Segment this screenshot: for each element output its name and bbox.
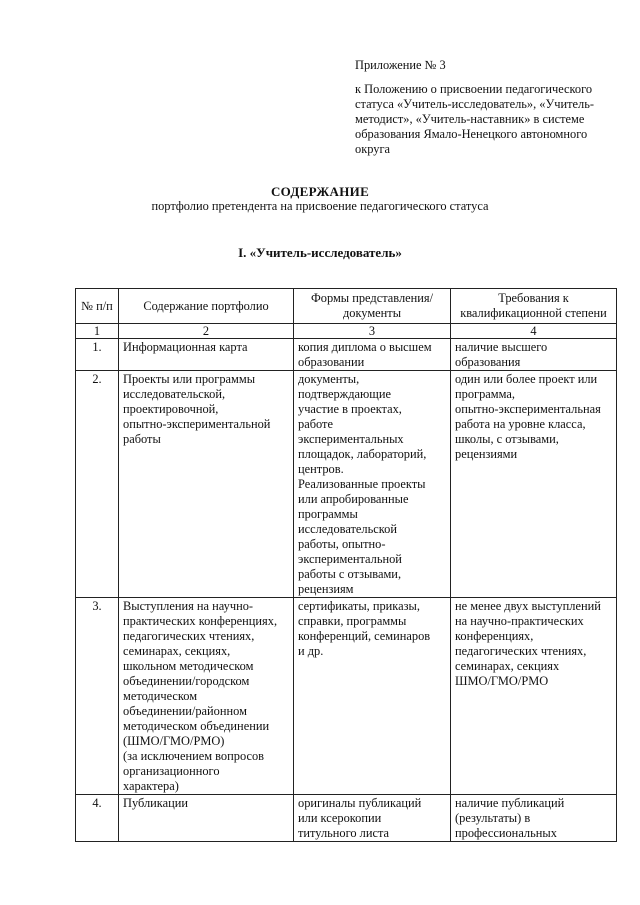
row-requirements: не менее двух выступлений на научно-практических конференциях, педагогических чтениях, семинарах, секциях ШМО/ГМО/РМО xyxy=(451,598,617,795)
annex-title: Приложение № 3 xyxy=(355,58,446,72)
row-forms: сертификаты, приказы, справки, программы конференций, семинаров и др. xyxy=(294,598,451,795)
row-content: Информационная карта xyxy=(119,339,294,371)
table-row xyxy=(76,598,617,795)
row-number: 1. xyxy=(76,339,119,371)
header-requirements: Требования к квалификационной степени xyxy=(451,289,617,324)
table-row xyxy=(76,339,617,371)
row-requirements: наличие публикаций (результаты) в профессиональных xyxy=(451,795,617,842)
column-number-row xyxy=(76,324,617,339)
table-row xyxy=(76,371,617,598)
row-requirements: наличие высшего образования xyxy=(451,339,617,371)
document-heading xyxy=(0,184,640,214)
row-content: Проекты или программы исследовательской, проектировочной, опытно-экспериментальной работы xyxy=(119,371,294,598)
row-number: 4. xyxy=(76,795,119,842)
annex-block xyxy=(355,58,625,157)
row-requirements: один или более проект или программа, опытно-экспериментальная работа на уровне класса, школы, с отзывами, рецензиями xyxy=(451,371,617,598)
row-number: 3. xyxy=(76,598,119,795)
row-number: 2. xyxy=(76,371,119,598)
table-header-row xyxy=(76,289,617,324)
column-number: 2 xyxy=(119,324,294,339)
annex-text: к Положению о присвоении педагогического статуса «Учитель-исследователь», «Учитель- методист», «Учитель-наставник» в системе образования Ямало-Ненецкого автономного округа xyxy=(355,82,595,156)
row-content: Публикации xyxy=(119,795,294,842)
page-title: СОДЕРЖАНИЕ xyxy=(270,184,370,199)
table-row xyxy=(76,795,617,842)
row-forms: копия диплома о высшем образовании xyxy=(294,339,451,371)
row-forms: оригиналы публикаций или ксерокопии титульного листа xyxy=(294,795,451,842)
column-number: 4 xyxy=(451,324,617,339)
section-title: I. «Учитель-исследователь» xyxy=(238,245,402,260)
portfolio-table xyxy=(75,288,617,842)
header-forms: Формы представления/ документы xyxy=(294,289,451,324)
row-content: Выступления на научно- практических конференциях, педагогических чтениях, семинарах, секциях, школьном методическом объединении/городском методическом объединении/районном методическом объединении (ШМО/ГМО/РМО) (за исключением вопросов организационного характера) xyxy=(119,598,294,795)
column-number: 3 xyxy=(294,324,451,339)
header-content: Содержание портфолио xyxy=(119,289,294,324)
column-number: 1 xyxy=(76,324,119,339)
header-num: № п/п xyxy=(76,289,119,324)
row-forms: документы, подтверждающие участие в проектах, работе экспериментальных площадок, лабораторий, центров. Реализованные проекты или апробированные программы исследовательской работы, опытно- экспериментальной работы с отзывами, рецензиям xyxy=(294,371,451,598)
page-subtitle: портфолио претендента на присвоение педагогического статуса xyxy=(151,199,489,213)
